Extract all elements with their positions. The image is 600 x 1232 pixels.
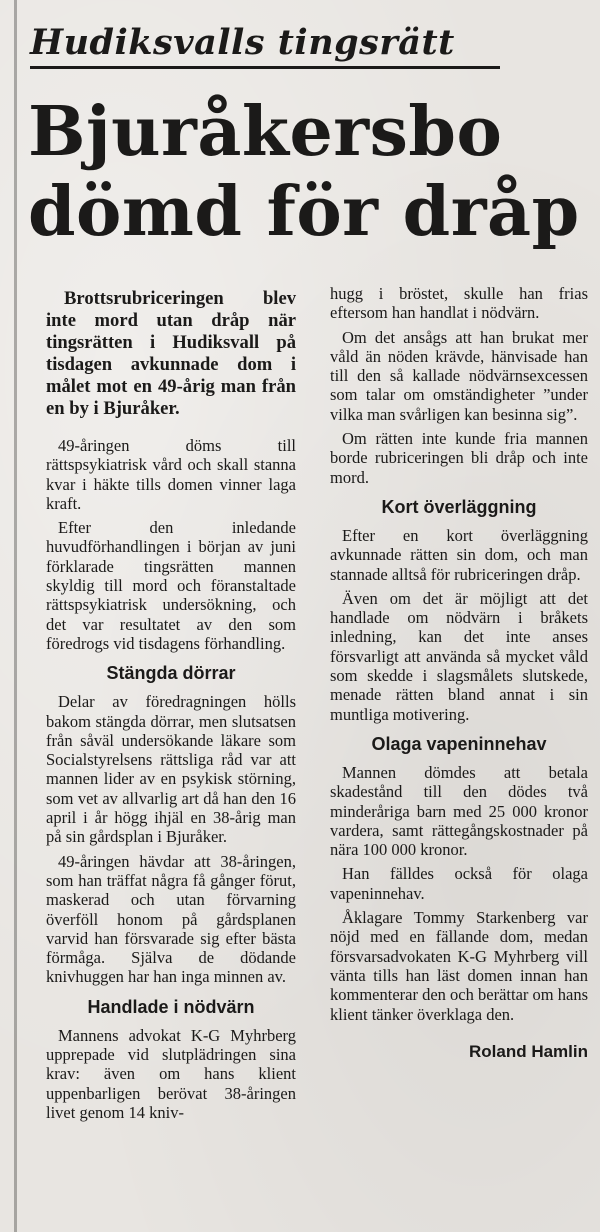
- body-paragraph: Delar av föredragningen hölls bakom stängda dörrar, men slutsatsen från såväl undersökande läkare som Socialstyrelsens rättsliga råd var att mannen lider av en psykisk störning, som vet av allvarlig art då han den 16 april i år högg ihjäl en 38-årig man på sin gårdsplan i Bjuråker.: [46, 692, 296, 847]
- body-paragraph: Åklagare Tommy Starkenberg var nöjd med en fällande dom, medan försvarsadvokaten K-G Myhrberg vill vänta tills han läst domen innan han kommenterar den och berättar om hans klient tänker överklaga den.: [330, 908, 588, 1024]
- body-paragraph: 49-åringen döms till rättspsykiatrisk vård och skall stanna kvar i häkte tills domen vinner laga kraft.: [46, 436, 296, 513]
- body-paragraph: Mannen dömdes att betala skadestånd till den dödes två minderåriga barn med 25 000 kronor vardera, samt rättegångskostnader på nära 100 000 kronor.: [330, 762, 588, 860]
- body-paragraph: Efter den inledande huvudförhandlingen i början av juni förklarade tingsrätten mannen skyldig till mord och föranstaltade rättspsykiatrisk undersökning, och det var resultatet av den som föredrogs vid tisdagens förhandling.: [46, 518, 296, 653]
- body-paragraph: hugg i bröstet, skulle han frias eftersom han handlat i nödvärn.: [330, 284, 588, 323]
- byline: Roland Hamlin: [468, 1041, 588, 1061]
- lead-paragraph: Brottsrubriceringen blev inte mord utan dråp när tingsrätten i Hudiksvall på tisdagen avkunnade dom i målet mot en 49-årig man från en by i Bjuråker.: [46, 288, 296, 419]
- headline: [28, 92, 588, 252]
- body-paragraph: Om det ansågs att han brukat mer våld än nöden krävde, hänvisade han till den så kallade nödvärnsexcessen som talar om omständigheter ”under vilka man svårligen kan besinna sig”.: [330, 327, 588, 424]
- article-column-left: [46, 284, 296, 1127]
- subheading: Handlade i nödvärn: [87, 996, 255, 1017]
- body-paragraph: Han fälldes också för olaga vapeninnehav.: [330, 864, 588, 903]
- body-paragraph: Mannens advokat K-G Myhrberg upprepade vid slutplädringen sina krav: även om hans klient uppenbarligen berövat 38-åringen livet genom 14 kniv-: [46, 1025, 296, 1122]
- article-column-right: [330, 284, 588, 1061]
- subheading: Stängda dörrar: [106, 663, 236, 684]
- headline-line-2: dömd för dråp: [28, 172, 580, 252]
- body-paragraph: 49-åringen hävdar att 38-åringen, som han träffat några få gånger förut, maskerad och utan förvarning överföll honom på gårdsplanen varvid han försvarade sig efter bästa förmåga. Själva de dödande knivhuggen har han inga minnen av.: [46, 851, 296, 987]
- section-kicker: Hudiksvalls tingsrätt: [30, 20, 500, 69]
- subheading: Kort överläggning: [381, 496, 537, 517]
- body-paragraph: Efter en kort överläggning avkunnade rätten sin dom, och man stannade alltså för rubriceringen dråp.: [330, 525, 588, 584]
- clipping-edge: [14, 0, 17, 1232]
- headline-line-1: Bjuråkersbo: [28, 92, 503, 172]
- body-paragraph: Även om det är möjligt att det handlade om nödvärn i bråkets inledning, kan det inte anses försvarligt att använda så mycket våld som skedde i slagsmålets slutskede, menade rätten bland annat i sin muntliga motivering.: [330, 588, 588, 724]
- body-paragraph: Om rätten inte kunde fria mannen borde rubriceringen bli dråp och inte mord.: [330, 429, 588, 487]
- subheading: Olaga vapeninnehav: [371, 733, 547, 754]
